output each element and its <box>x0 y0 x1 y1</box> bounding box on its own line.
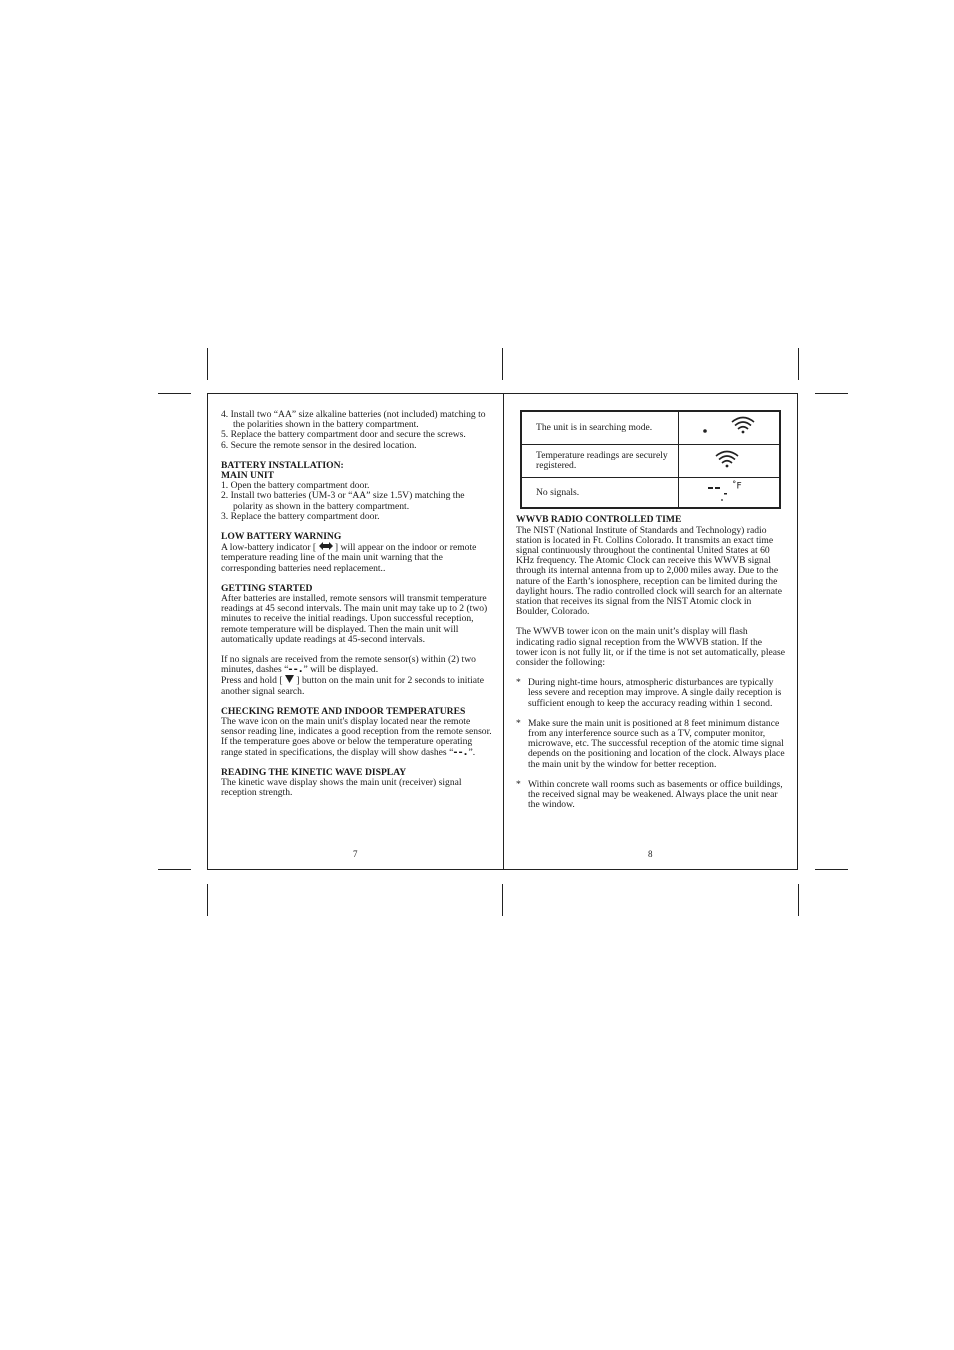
table-cell: No signals. <box>521 478 679 509</box>
list-item: 3. Replace the battery compartment door. <box>221 510 380 522</box>
table-row <box>521 478 780 509</box>
dashes-icon: --. <box>453 746 469 758</box>
paragraph: The wave icon on the main unit's display located near the remote sensor reading line, indicates a good reception from the remote sensor. If the temperature goes above or below the temperature operating range stated in specifications, the display will show dashes “--.”. <box>221 716 492 758</box>
low-battery-text: A low-battery indicator [ ] will appear on the indoor or remote temperature reading line of the main unit warning that the corresponding batteries need replacement.. <box>221 542 477 574</box>
dashes-icon: --. <box>288 664 304 676</box>
registered-wave-icon <box>679 445 781 478</box>
section-heading: CHECKING REMOTE AND INDOOR TEMPERATURES <box>221 705 466 717</box>
list-item: 2. Install two batteries (UM-3 or “AA” size 1.5V) matching the polarity as shown in the battery compartment. <box>221 490 465 512</box>
signal-status-table <box>520 410 781 509</box>
crop-mark <box>207 348 208 380</box>
battery-steps <box>221 481 493 522</box>
searching-wave-icon <box>679 411 781 445</box>
list-item: 1. Open the battery compartment door. <box>221 480 370 492</box>
list-item: 5. Replace the battery compartment door and secure the screws. <box>221 429 466 441</box>
crop-mark <box>158 393 191 394</box>
table-cell: The unit is in searching mode. <box>521 411 679 445</box>
section-heading: BATTERY INSTALLATION: <box>221 459 344 471</box>
crop-mark <box>798 884 799 916</box>
crop-mark <box>798 348 799 380</box>
left-page <box>221 410 493 799</box>
list-item: 4. Install two “AA” size alkaline batteries (not included) matching to the polarities shown in the battery compartment. <box>221 409 486 431</box>
list-item: * Within concrete wall rooms such as basements or office buildings, the received signal may be weakened. Always place the unit near the window. <box>516 778 783 811</box>
section-heading: READING THE KINETIC WAVE DISPLAY <box>221 766 407 778</box>
crop-mark <box>502 348 503 380</box>
page-divider <box>503 394 504 869</box>
table-cell: Temperature readings are securely registered. <box>521 445 679 478</box>
section-heading: GETTING STARTED <box>221 582 313 594</box>
fahrenheit-unit: ˚F <box>732 482 742 493</box>
section-subheading: MAIN UNIT <box>221 470 275 482</box>
crop-mark <box>815 393 848 394</box>
crop-mark <box>502 884 503 916</box>
page-number: 7 <box>353 849 358 859</box>
paragraph: The WWVB tower icon on the main unit’s display will flash indicating radio signal reception from the WWVB station. If the tower icon is not fully lit, or if the time is not set automatically, please consider the following: <box>516 626 786 669</box>
list-item: * Make sure the main unit is positioned at 8 feet minimum distance from any interference source such as a TV, computer monitor, microwave, etc. The successful reception of the atomic time signal depends on the positioning and location of the clock. Always place the main unit by the window for better reception. <box>516 717 785 770</box>
right-page <box>516 410 786 810</box>
crop-mark <box>207 884 208 916</box>
table-row <box>521 445 780 478</box>
page-number: 8 <box>648 849 653 859</box>
paragraph: If no signals are received from the remote sensor(s) within (2) two minutes, dashes “--.” will be displayed. Press and hold [ ] button on the main unit for 2 seconds to initiate another signal search. <box>221 654 484 697</box>
section-heading: LOW BATTERY WARNING <box>221 531 342 543</box>
crop-mark <box>815 869 848 870</box>
intro-steps <box>221 410 493 451</box>
list-item: * During night-time hours, atmospheric disturbances are typically less severe and reception may improve. A single daily reception is sufficient enough to keep the accuracy reading within 1 second. <box>516 677 782 709</box>
paragraph: The NIST (National Institute of Standards and Technology) radio station is located in Ft. Collins Colorado. It transmits an exact time signal continuously throughout the continental United States at 60 KHz frequency. The Atomic Clock can receive this WWVB signal through its internal antenna from up to 2,000 miles away. Due to the nature of the Earth’s ionosphere, reception can be limited during the daylight hours. The radio controlled clock will search for an alternate station that receives its signal from the NIST Atomic clock in Boulder, Colorado. <box>516 524 782 618</box>
section-heading: WWVB RADIO CONTROLLED TIME <box>516 514 682 526</box>
no-signal-dashes-icon <box>679 478 781 509</box>
list-item: 6. Secure the remote sensor in the desired location. <box>221 439 417 451</box>
crop-mark <box>158 869 191 870</box>
paragraph: The kinetic wave display shows the main unit (receiver) signal reception strength. <box>221 777 462 799</box>
paragraph: After batteries are installed, remote sensors will transmit temperature readings at 45 second intervals. The main unit may take up to 2 (two) minutes to receive the initial readings. Upon successful reception, remote temperature will be displayed. Then the main unit will automatically update readings at 45-second intervals. <box>221 593 488 645</box>
manual-spread <box>207 393 798 870</box>
table-row <box>521 411 780 445</box>
